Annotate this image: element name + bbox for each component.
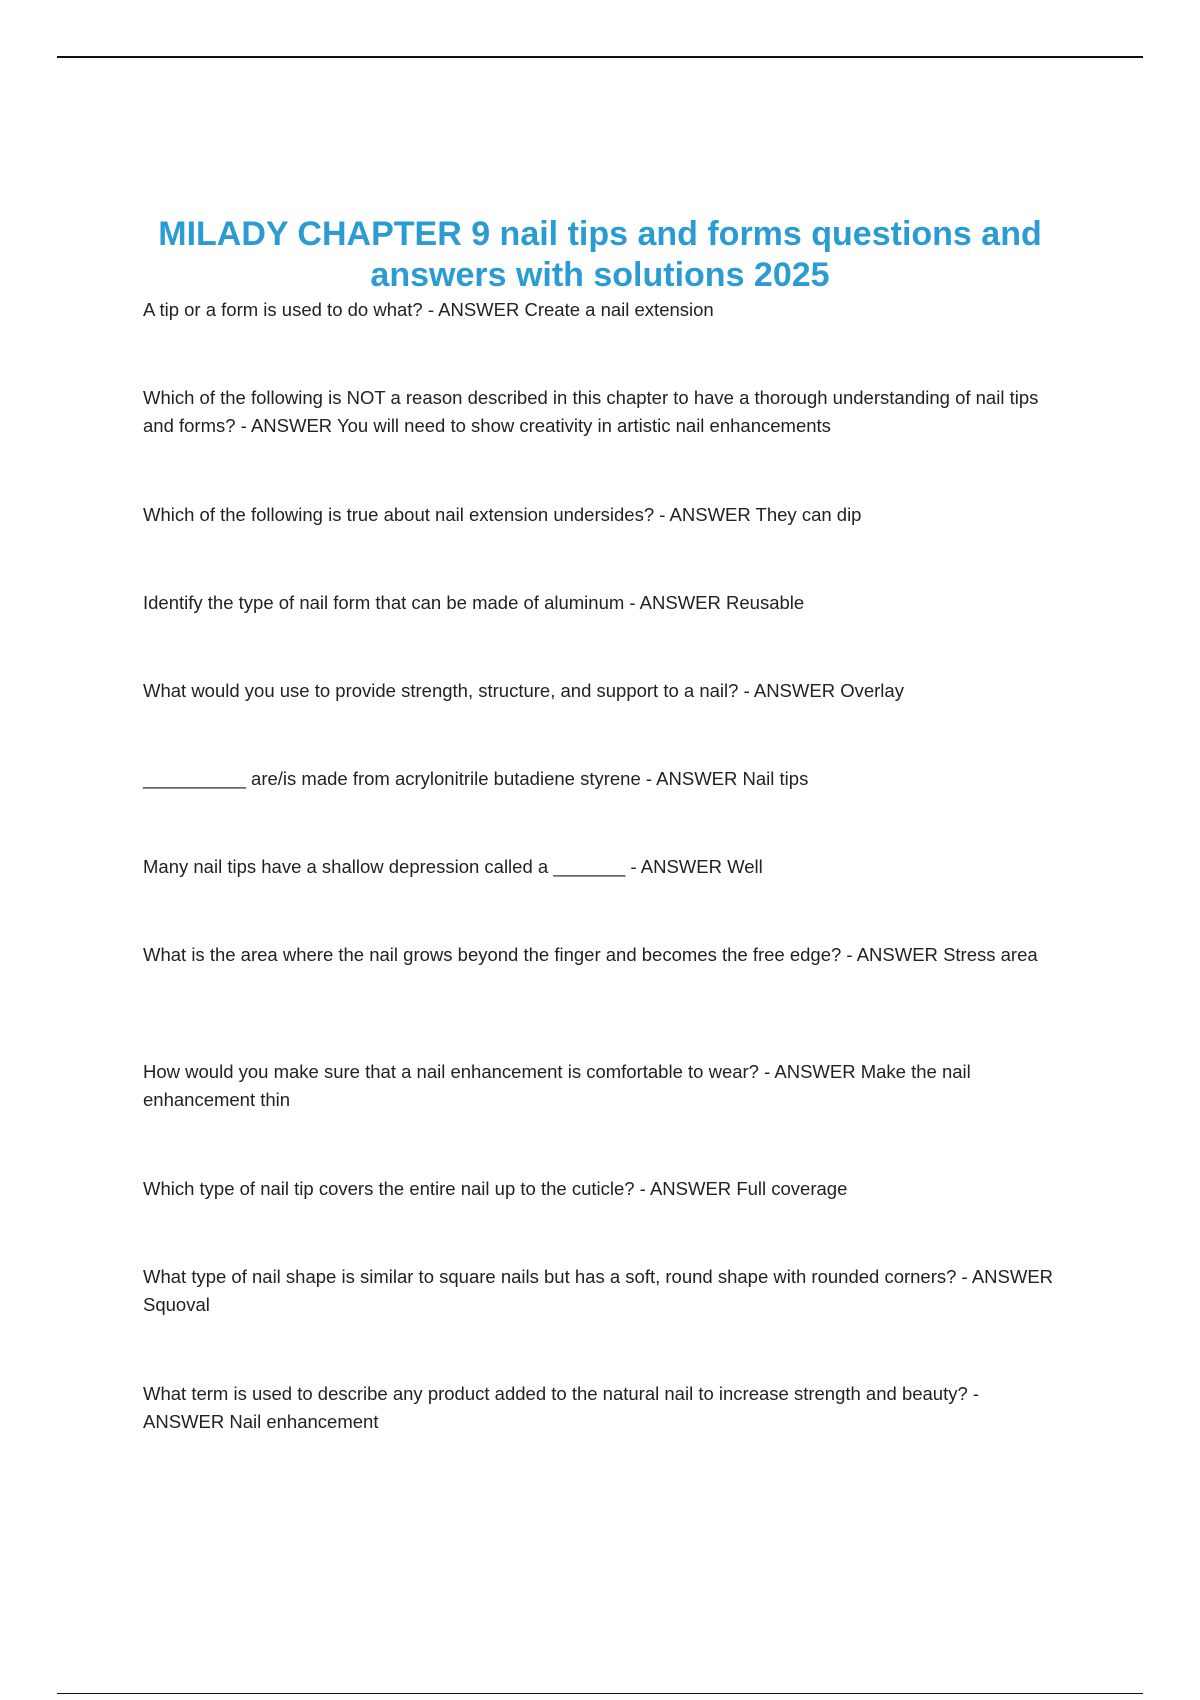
- bottom-rule: [57, 1693, 1143, 1694]
- qa-item: [143, 296, 1063, 324]
- question-text: Which of the following is true about nail extension undersides?: [143, 504, 655, 525]
- answer-text: Nail enhancement: [229, 1411, 379, 1432]
- qa-item: [143, 384, 1063, 440]
- answer-text: Make the nail enhancement thin: [143, 1061, 971, 1110]
- answer-separator: - ANSWER: [422, 299, 525, 320]
- answer-separator: - ANSWER: [624, 592, 727, 613]
- question-text: What would you use to provide strength, structure, and support to a nail?: [143, 680, 739, 701]
- answer-separator: - ANSWER: [634, 1178, 737, 1199]
- answer-text: Stress area: [943, 944, 1038, 965]
- answer-text: Create a nail extension: [524, 299, 714, 320]
- answer-text: Well: [727, 856, 763, 877]
- answer-text: Nail tips: [742, 768, 809, 789]
- answer-text: Overlay: [840, 680, 904, 701]
- question-text: A tip or a form is used to do what?: [143, 299, 423, 320]
- answer-separator: - ANSWER: [143, 1383, 980, 1432]
- answer-separator: - ANSWER: [235, 415, 337, 436]
- answer-text: Full coverage: [736, 1178, 848, 1199]
- answer-separator: - ANSWER: [625, 856, 728, 877]
- qa-item: [143, 941, 1063, 969]
- answer-separator: - ANSWER: [841, 944, 944, 965]
- question-text: What is the area where the nail grows beyond the finger and becomes the free edge?: [143, 944, 842, 965]
- question-text: How would you make sure that a nail enhancement is comfortable to wear?: [143, 1061, 759, 1082]
- answer-text: Reusable: [726, 592, 805, 613]
- answer-separator: - ANSWER: [640, 768, 743, 789]
- question-text: What term is used to describe any product added to the natural nail to increase strength and beauty?: [143, 1383, 968, 1404]
- qa-item: [143, 1175, 1063, 1203]
- qa-item: [143, 1380, 1063, 1436]
- top-rule: [57, 56, 1143, 58]
- qa-item: [143, 589, 1063, 617]
- answer-text: Squoval: [143, 1294, 210, 1315]
- answer-text: They can dip: [755, 504, 862, 525]
- answer-separator: - ANSWER: [758, 1061, 861, 1082]
- question-text: Which of the following is NOT a reason described in this chapter to have a thorough understanding of nail tips and forms?: [143, 387, 1039, 436]
- question-text: What type of nail shape is similar to square nails but has a soft, round shape with rounded corners?: [143, 1266, 957, 1287]
- page-title: MILADY CHAPTER 9 nail tips and forms questions and answers with solutions 2025: [158, 215, 1042, 294]
- answer-text: You will need to show creativity in artistic nail enhancements: [336, 415, 831, 436]
- question-text: Many nail tips have a shallow depression called a _______: [143, 856, 626, 877]
- qa-item: [143, 853, 1063, 881]
- qa-item: [143, 501, 1063, 529]
- qa-item: [143, 765, 1063, 793]
- answer-separator: - ANSWER: [654, 504, 756, 525]
- answer-separator: - ANSWER: [738, 680, 841, 701]
- answer-separator: - ANSWER: [956, 1266, 1054, 1287]
- question-text: Identify the type of nail form that can be made of aluminum: [143, 592, 625, 613]
- qa-item: [143, 1058, 1063, 1114]
- question-text: Which type of nail tip covers the entire nail up to the cuticle?: [143, 1178, 635, 1199]
- qa-item: [143, 677, 1063, 705]
- qa-item: [143, 1263, 1063, 1319]
- question-text: __________ are/is made from acrylonitrile butadiene styrene: [143, 768, 641, 789]
